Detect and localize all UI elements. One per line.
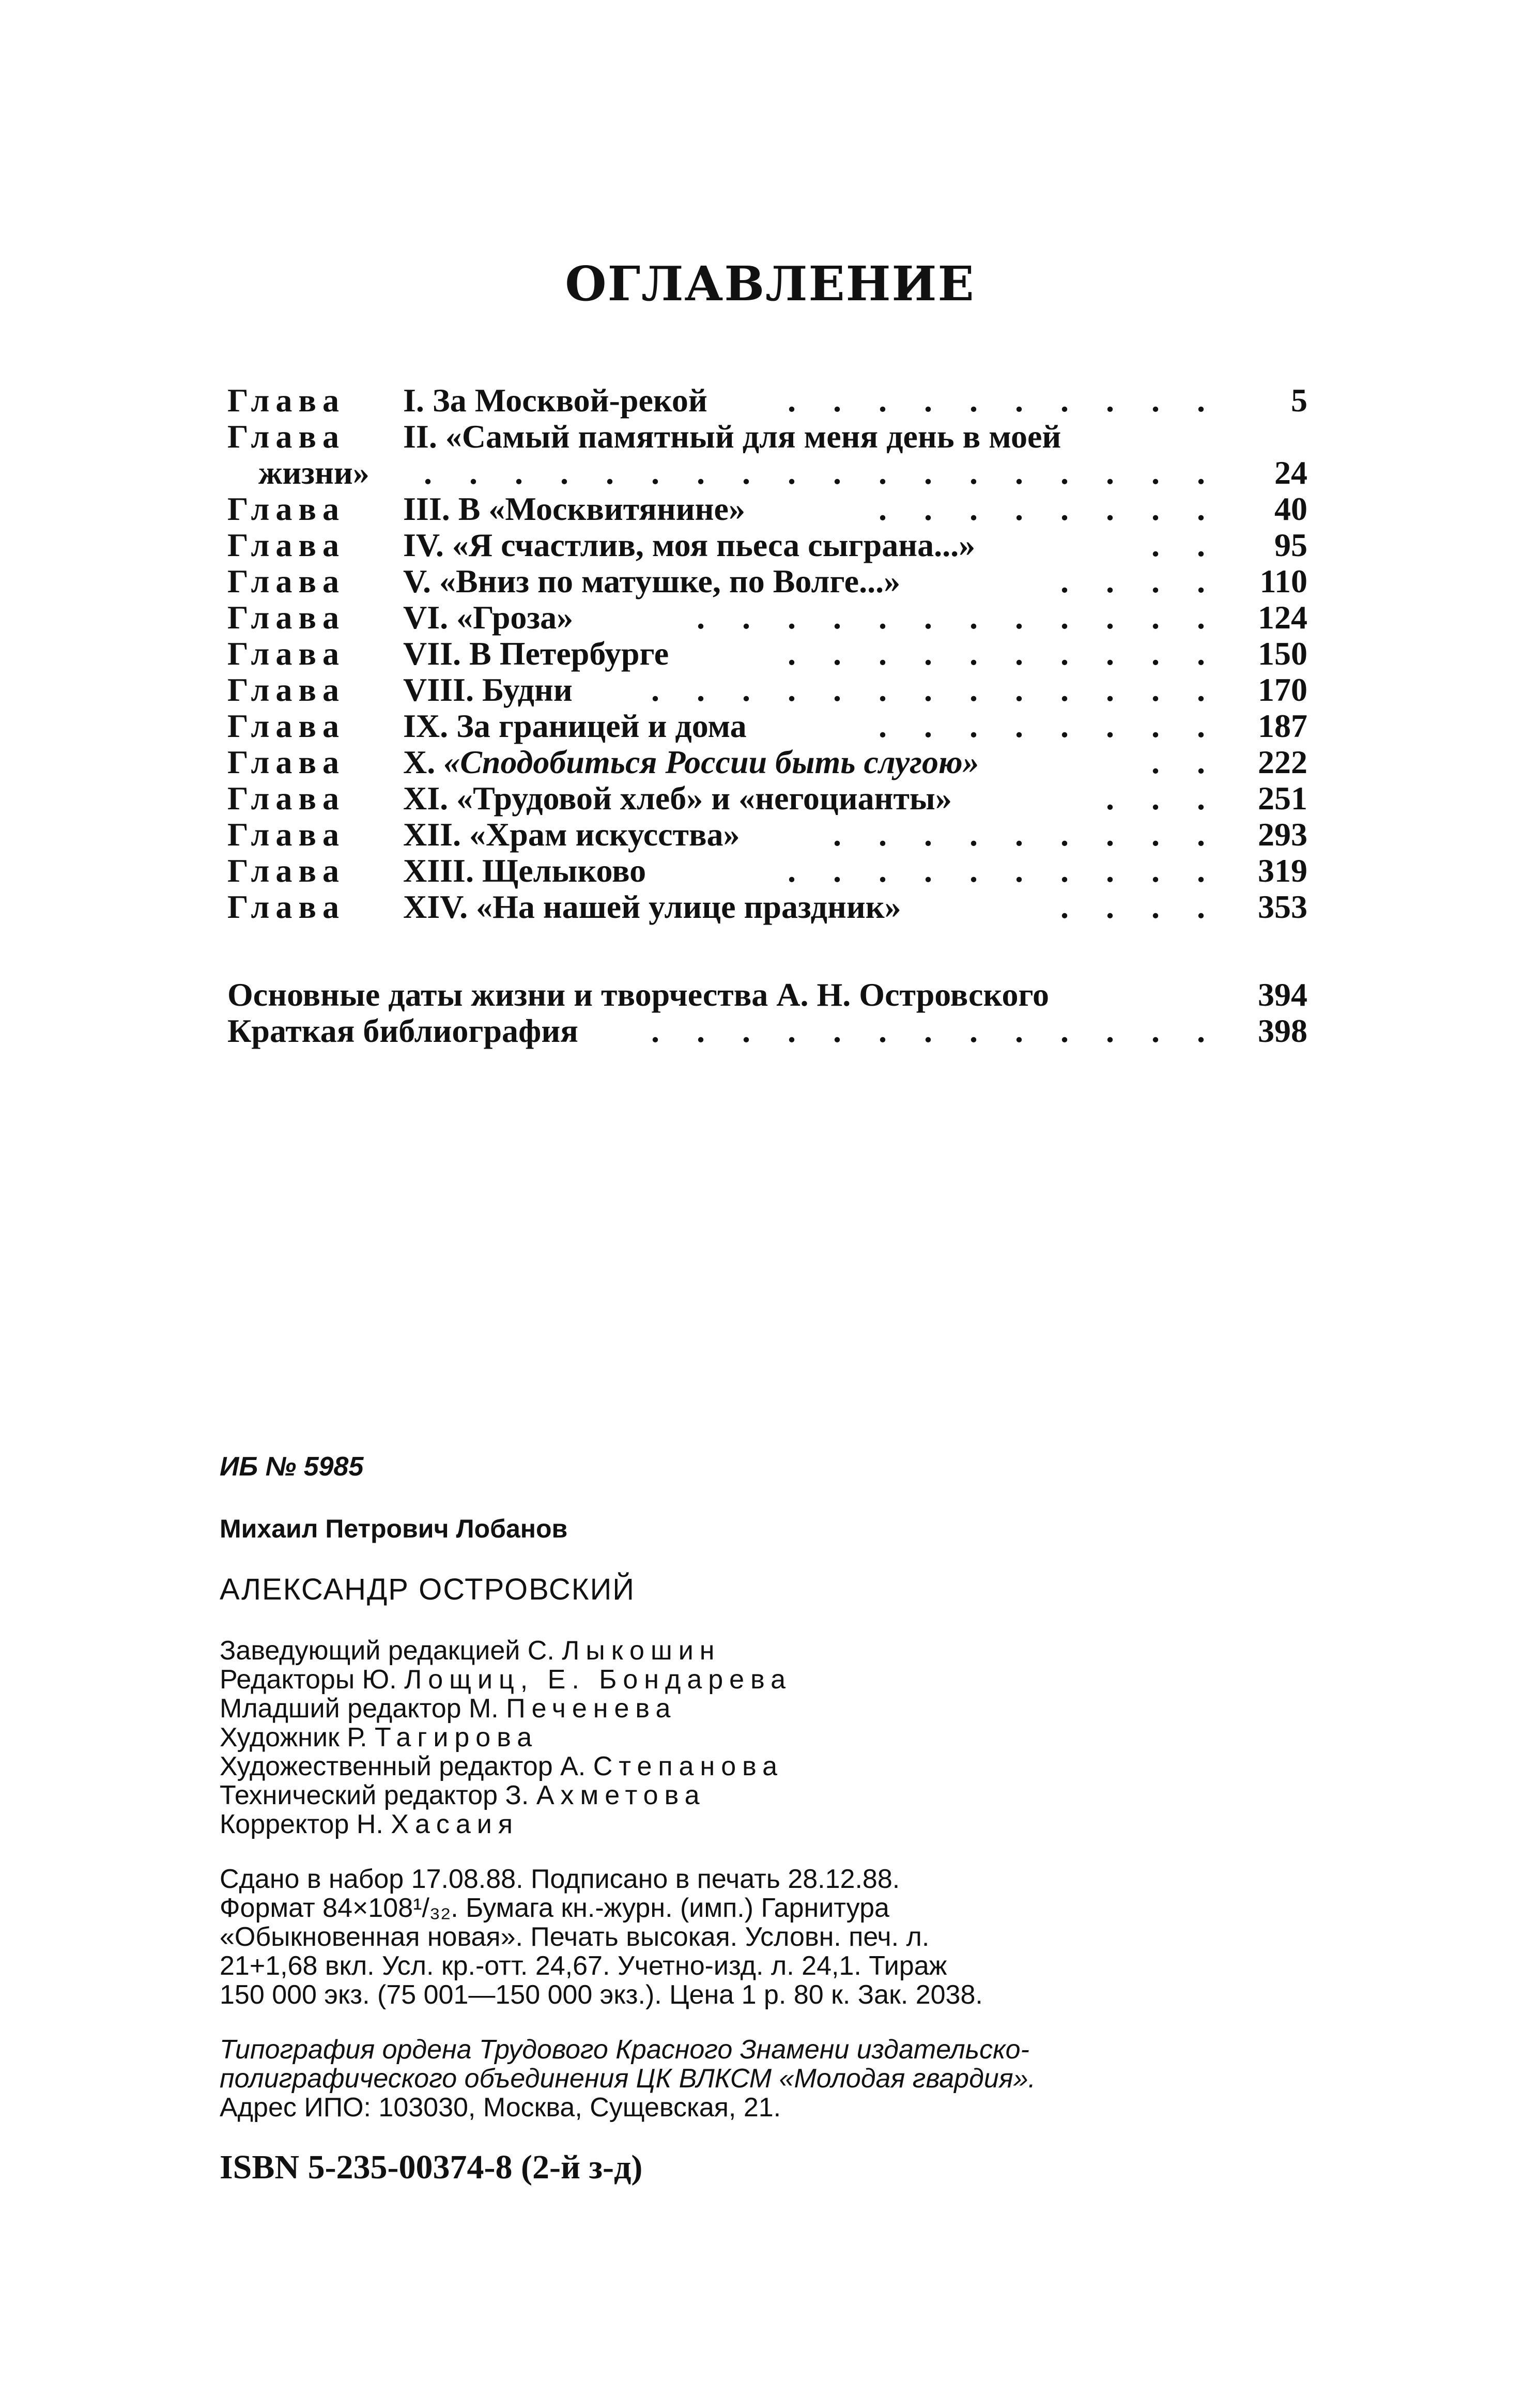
toc-entry[interactable] bbox=[227, 708, 1307, 744]
leader-dots: . . . . . . . . bbox=[879, 708, 1220, 744]
toc-entry[interactable] bbox=[227, 889, 1307, 925]
chapter-title: «Я счастлив, моя пьеса сыграна...» bbox=[452, 527, 976, 563]
toc-entry[interactable] bbox=[227, 419, 1307, 491]
printing-house bbox=[220, 2035, 1315, 2122]
toc-entry[interactable] bbox=[227, 672, 1307, 708]
chapter-title: В Петербурге bbox=[469, 635, 669, 672]
leader-dots: . . . . . . . . bbox=[879, 490, 1220, 527]
printing-house-line: Типография ордена Трудового Красного Знамени издательско- bbox=[220, 2035, 1029, 2065]
page-number: 124 bbox=[1258, 599, 1307, 636]
staff-line: Технический редактор З. Ахметова bbox=[220, 1780, 706, 1810]
page-number: 110 bbox=[1259, 563, 1307, 599]
toc-entry[interactable] bbox=[227, 780, 1307, 817]
chapter-title: В «Москвитянине» bbox=[458, 490, 745, 527]
staff-list bbox=[220, 1636, 1315, 1839]
chapter-word: Глава bbox=[227, 635, 345, 672]
toc-entry-bibliography[interactable] bbox=[227, 1013, 1307, 1049]
chapter-title: «Вниз по матушке, по Волге...» bbox=[439, 563, 901, 599]
staff-line: Художник Р. Тагирова bbox=[220, 1723, 538, 1752]
page-number: 170 bbox=[1258, 671, 1307, 708]
isbn: ISBN 5-235-00374-8 (2-й з-д) bbox=[220, 2148, 643, 2186]
staff-line: Корректор Н. Хасаия bbox=[220, 1809, 519, 1839]
page-number: 293 bbox=[1258, 816, 1307, 853]
print-info-line: 150 000 экз. (75 001—150 000 экз.). Цена 1 р. 80 к. Зак. 2038. bbox=[220, 1980, 983, 2010]
entry-title: Основные даты жизни и творчества А. Н. Островского bbox=[227, 976, 1049, 1013]
chapter-word: Глава bbox=[227, 671, 345, 708]
chapter-number: X. bbox=[403, 744, 436, 780]
page-number: 40 bbox=[1274, 490, 1307, 527]
page-number: 398 bbox=[1258, 1012, 1307, 1049]
chapter-number: IV. bbox=[403, 527, 444, 563]
leader-dots: . . bbox=[1151, 527, 1220, 563]
chapter-number: I. bbox=[403, 382, 424, 419]
print-info bbox=[220, 1865, 1315, 2009]
leader-dots: . . . . . . . . . . bbox=[788, 852, 1220, 889]
leader-dots: . . . . . . . . . . . . . bbox=[651, 671, 1220, 708]
section-gap bbox=[227, 925, 1307, 977]
chapter-number: XI. bbox=[403, 780, 449, 817]
chapter-number: XII. bbox=[403, 816, 461, 853]
chapter-title: Щелыково bbox=[482, 852, 646, 889]
leader-dots: . . . . . . . . . . bbox=[788, 382, 1220, 419]
toc-entry[interactable] bbox=[227, 817, 1307, 853]
toc-entry[interactable] bbox=[227, 382, 1307, 419]
page-number: 187 bbox=[1258, 708, 1307, 744]
chapter-number: XIV. bbox=[403, 888, 468, 925]
chapter-word: Глава bbox=[227, 527, 345, 563]
chapter-title: «Гроза» bbox=[456, 599, 574, 636]
chapter-number: VII. bbox=[403, 635, 461, 672]
ib-number: ИБ № 5985 bbox=[220, 1452, 364, 1482]
chapter-title: Будни bbox=[482, 671, 573, 708]
chapter-number: II. bbox=[403, 418, 437, 455]
chapter-number: IX. bbox=[403, 708, 449, 744]
leader-dots: . . bbox=[1151, 744, 1220, 780]
chapter-word: Глава bbox=[227, 852, 345, 889]
chapter-title: «Храм искусства» bbox=[469, 816, 740, 853]
print-info-line: Формат 84×108¹/₃₂. Бумага кн.-журн. (имп.) Гарнитура bbox=[220, 1893, 889, 1923]
chapter-number: VI. bbox=[403, 599, 449, 636]
table-of-contents bbox=[227, 382, 1307, 1049]
staff-line: Младший редактор М. Печенева bbox=[220, 1694, 677, 1724]
leader-dots: . . . . . . . . . . . . . . . . . . bbox=[424, 454, 1220, 491]
author-name: Михаил Петрович Лобанов bbox=[220, 1514, 568, 1543]
chapter-number: III. bbox=[403, 490, 450, 527]
print-info-line: Сдано в набор 17.08.88. Подписано в печать 28.12.88. bbox=[220, 1864, 900, 1894]
chapter-word: Глава bbox=[227, 382, 345, 419]
leader-dots: . . . . . . . . . . . . bbox=[697, 599, 1220, 636]
printing-house-line: Адрес ИПО: 103030, Москва, Сущевская, 21. bbox=[220, 2093, 781, 2123]
leader-dots: . . . . . . . . . bbox=[833, 816, 1220, 853]
chapter-title: За границей и дома bbox=[456, 708, 747, 744]
chapter-word: Глава bbox=[227, 563, 345, 599]
toc-entry[interactable] bbox=[227, 853, 1307, 889]
page-title: ОГЛАВЛЕНИЕ bbox=[565, 256, 975, 312]
toc-entry[interactable] bbox=[227, 563, 1307, 599]
page-number: 319 bbox=[1258, 852, 1307, 889]
chapter-word: Глава bbox=[227, 490, 345, 527]
chapter-word: Глава bbox=[227, 599, 345, 636]
toc-entry[interactable] bbox=[227, 744, 1307, 780]
imprint bbox=[220, 1452, 1315, 2186]
chapter-number: V. bbox=[403, 563, 431, 599]
chapter-word: Глава bbox=[227, 744, 345, 780]
chapter-title-continued: жизни» bbox=[258, 454, 369, 491]
book-title: АЛЕКСАНДР ОСТРОВСКИЙ bbox=[220, 1573, 635, 1606]
chapter-word: Глава bbox=[227, 780, 345, 817]
leader-dots: . . . . bbox=[1060, 563, 1220, 599]
leader-dots: . . . . bbox=[1060, 888, 1220, 925]
page-number: 24 bbox=[1274, 454, 1307, 491]
chapter-title: «Сподобиться России быть слугою» bbox=[443, 744, 979, 780]
print-info-line: 21+1,68 вкл. Усл. кр.-отт. 24,67. Учетно-изд. л. 24,1. Тираж bbox=[220, 1951, 947, 1981]
page-number: 251 bbox=[1258, 780, 1307, 817]
page-number: 150 bbox=[1258, 635, 1307, 672]
chapter-title: «Самый памятный для меня день в моей bbox=[445, 418, 1061, 455]
print-info-line: «Обыкновенная новая». Печать высокая. Условн. печ. л. bbox=[220, 1922, 930, 1952]
chapter-word: Глава bbox=[227, 888, 345, 925]
staff-line: Художественный редактор А. Степанова bbox=[220, 1751, 784, 1781]
toc-entry[interactable] bbox=[227, 599, 1307, 636]
page-number: 353 bbox=[1258, 888, 1307, 925]
staff-line: Заведующий редакцией С. Лыкошин bbox=[220, 1636, 721, 1666]
page-number: 95 bbox=[1274, 527, 1307, 563]
page-number: 5 bbox=[1291, 382, 1307, 419]
chapter-word: Глава bbox=[227, 816, 345, 853]
leader-dots: . . . . . . . . . . bbox=[788, 635, 1220, 672]
printing-house-line: полиграфического объединения ЦК ВЛКСМ «Молодая гвардия». bbox=[220, 2064, 1036, 2094]
chapter-number: XIII. bbox=[403, 852, 474, 889]
leader-dots: . . . bbox=[1106, 780, 1220, 817]
staff-line: Редакторы Ю. Лощиц, Е. Бондарева bbox=[220, 1665, 792, 1695]
chapter-title: «Трудовой хлеб» и «негоцианты» bbox=[456, 780, 952, 817]
toc-entry[interactable] bbox=[227, 527, 1307, 563]
chapter-number: VIII. bbox=[403, 671, 474, 708]
entry-title: Краткая библиография bbox=[227, 1012, 578, 1049]
chapter-word: Глава bbox=[227, 708, 345, 744]
page-number: 222 bbox=[1258, 744, 1307, 780]
toc-entry-dates[interactable] bbox=[227, 977, 1307, 1013]
page-number: 394 bbox=[1258, 976, 1307, 1013]
chapter-word: Глава bbox=[227, 418, 345, 455]
toc-entry[interactable] bbox=[227, 636, 1307, 672]
leader-dots: . . . . . . . . . . . . . bbox=[651, 1012, 1220, 1049]
toc-entry[interactable] bbox=[227, 491, 1307, 527]
chapter-title: За Москвой-рекой bbox=[432, 382, 707, 419]
chapter-title: «На нашей улице праздник» bbox=[476, 888, 901, 925]
